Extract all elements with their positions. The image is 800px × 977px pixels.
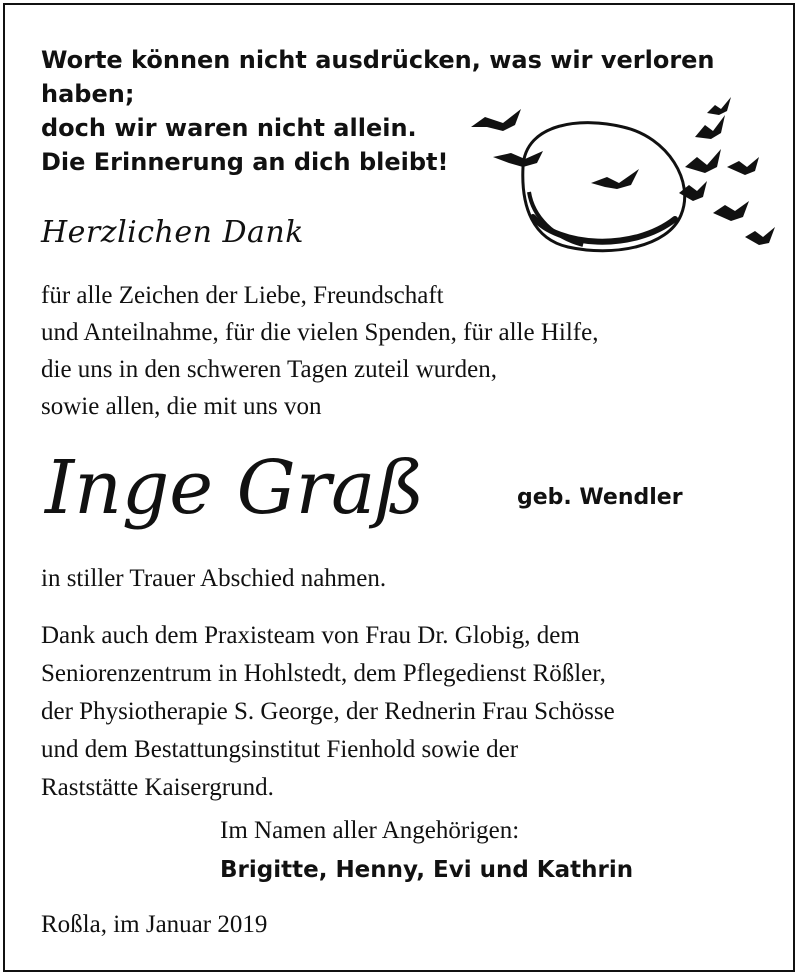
additional-thanks-line: und dem Bestattungsinstitut Fienhold sowie der — [41, 736, 519, 763]
additional-thanks — [41, 617, 615, 807]
family-names: Brigitte, Henny, Evi und Kathrin — [220, 857, 634, 883]
additional-thanks-line: Seniorenzentrum in Hohlstedt, dem Pflegedienst Rößler, — [41, 660, 606, 687]
quote-line: haben; — [41, 80, 135, 108]
thanks-line: die uns in den schweren Tagen zuteil wurden, — [41, 356, 497, 383]
quote-line: Worte können nicht ausdrücken, was wir verloren — [41, 46, 715, 74]
additional-thanks-line: Dank auch dem Praxisteam von Frau Dr. Globig, dem — [41, 622, 580, 649]
additional-thanks-line: Raststätte Kaisergrund. — [41, 774, 274, 801]
additional-thanks-line: der Physiotherapie S. George, der Rednerin Frau Schösse — [41, 698, 615, 725]
quote-line: doch wir waren nicht allein. — [41, 114, 417, 142]
thanks-line: und Anteilnahme, für die vielen Spenden, für alle Hilfe, — [41, 319, 599, 346]
maiden-name: geb. Wendler — [517, 485, 683, 510]
obituary-card — [3, 3, 795, 972]
on-behalf-line: Im Namen aller Angehörigen: — [220, 817, 520, 844]
memorial-quote — [41, 43, 715, 179]
moon-with-birds-icon — [463, 97, 783, 257]
thanks-text — [41, 277, 598, 425]
thanks-line: für alle Zeichen der Liebe, Freundschaft — [41, 282, 444, 309]
thanks-heading: Herzlichen Dank — [41, 215, 304, 250]
farewell-line: in stiller Trauer Abschied nahmen. — [41, 565, 387, 592]
thanks-line: sowie allen, die mit uns von — [41, 393, 322, 420]
place-date: Roßla, im Januar 2019 — [41, 911, 268, 938]
deceased-name: Inge Graß — [45, 445, 425, 531]
quote-line: Die Erinnerung an dich bleibt! — [41, 148, 449, 176]
